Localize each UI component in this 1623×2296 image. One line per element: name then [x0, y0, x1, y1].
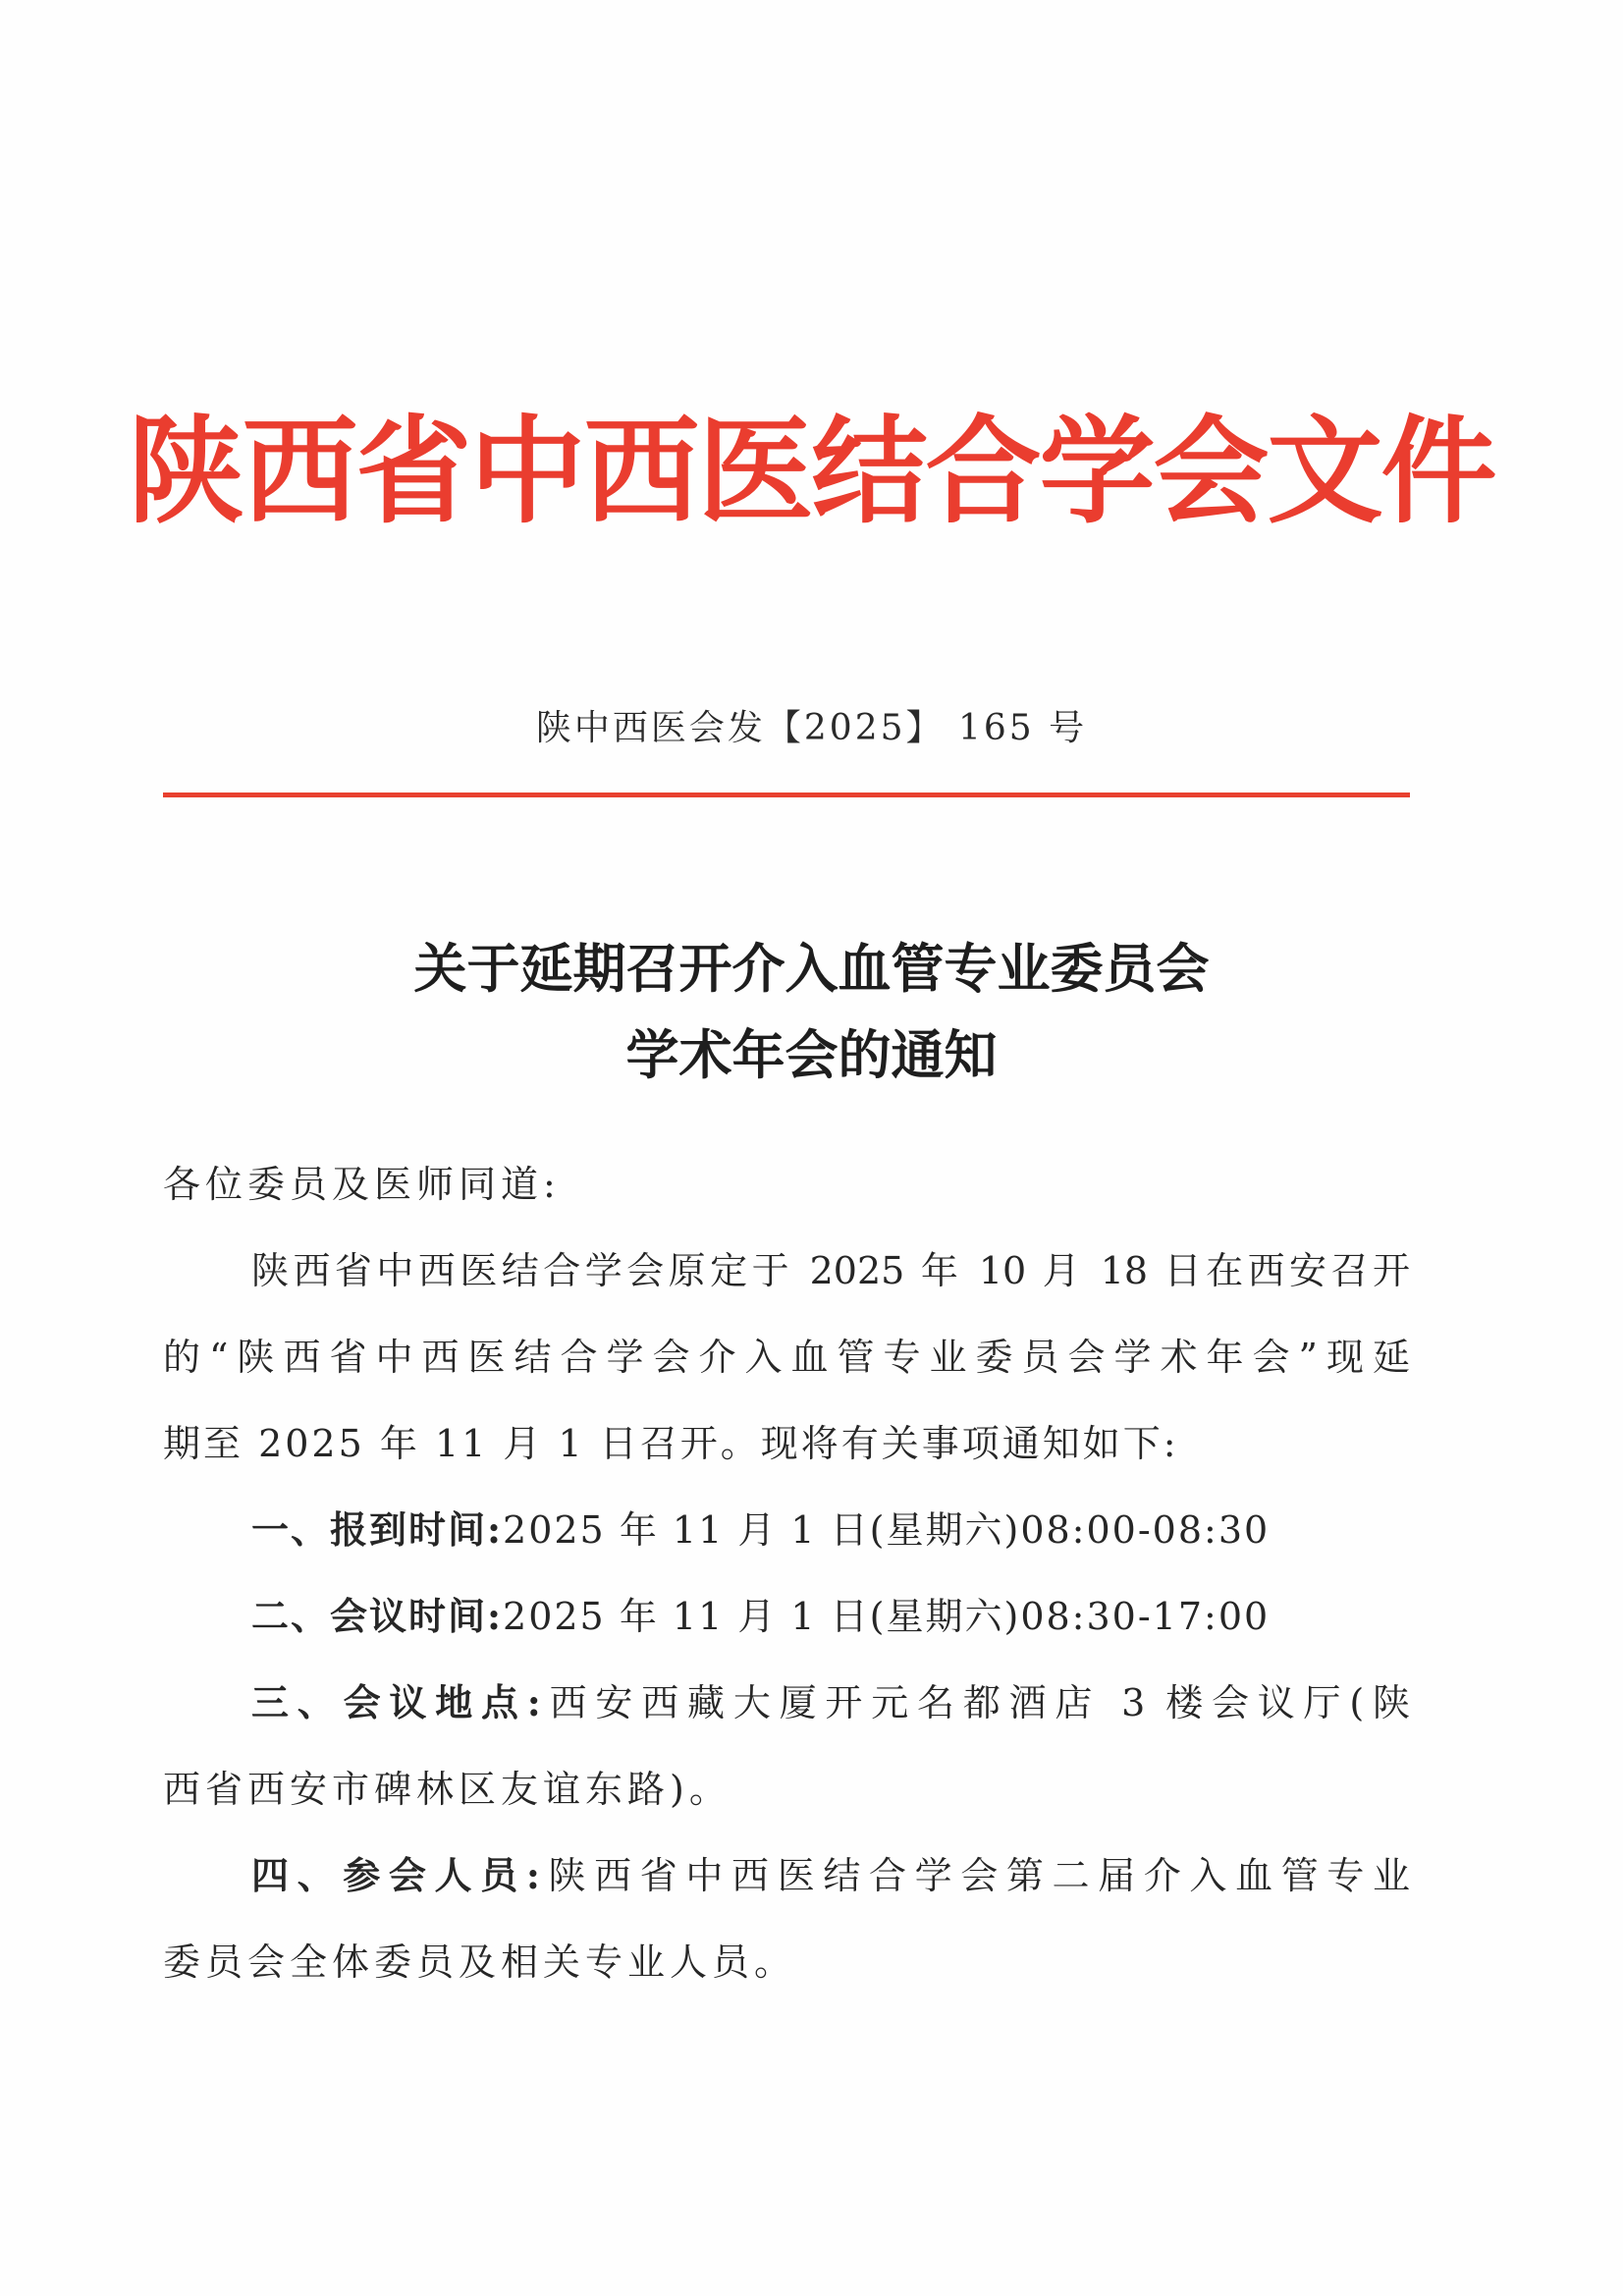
item-meeting-venue: [163, 1660, 1410, 1746]
notice-title-line-2: 学术年会的通知: [625, 1023, 998, 1086]
item-label: 四、参会人员:: [251, 1853, 540, 1897]
salutation: 各位委员及医师同道:: [163, 1163, 561, 1206]
intro-line-1: 陕西省中西医结合学会原定于 2025 年 10 月 18 日在西安召开: [251, 1249, 1410, 1292]
item-attendees: [163, 1832, 1410, 1919]
item-label: 三、会议地点:: [251, 1680, 541, 1724]
item-label: 二、会议时间:: [251, 1594, 504, 1638]
item-registration-time: [163, 1487, 1410, 1573]
item-value: 陕西省中西医结合学会第二届介入血管专业: [539, 1854, 1410, 1897]
red-divider-rule: [163, 793, 1410, 797]
notice-body: [163, 1141, 1410, 2005]
document-number: 陕中西医会发【2025】 165 号: [535, 708, 1088, 748]
item-value: 西安西藏大厦开元名都酒店 3 楼会议厅(陕: [540, 1681, 1410, 1724]
notice-title: [0, 925, 1623, 1098]
item-meeting-venue-continuation: 西省西安市碑林区友谊东路)。: [163, 1768, 731, 1811]
item-meeting-time: [163, 1573, 1410, 1660]
intro-line-2: 的“陕西省中西医结合学会介入血管专业委员会学术年会”现延: [163, 1336, 1410, 1379]
masthead-title: 陕西省中西医结合学会文件: [128, 403, 1495, 539]
item-attendees-continuation: 委员会全体委员及相关专业人员。: [163, 1941, 797, 1984]
item-value: 2025 年 11 月 1 日(星期六)08:00-08:30: [503, 1508, 1271, 1552]
notice-title-line-1: 关于延期召开介入血管专业委员会: [413, 937, 1210, 1000]
item-value: 2025 年 11 月 1 日(星期六)08:30-17:00: [503, 1595, 1271, 1638]
intro-line-3: 期至 2025 年 11 月 1 日召开。现将有关事项通知如下:: [163, 1422, 1179, 1465]
item-label: 一、报到时间:: [251, 1507, 504, 1552]
